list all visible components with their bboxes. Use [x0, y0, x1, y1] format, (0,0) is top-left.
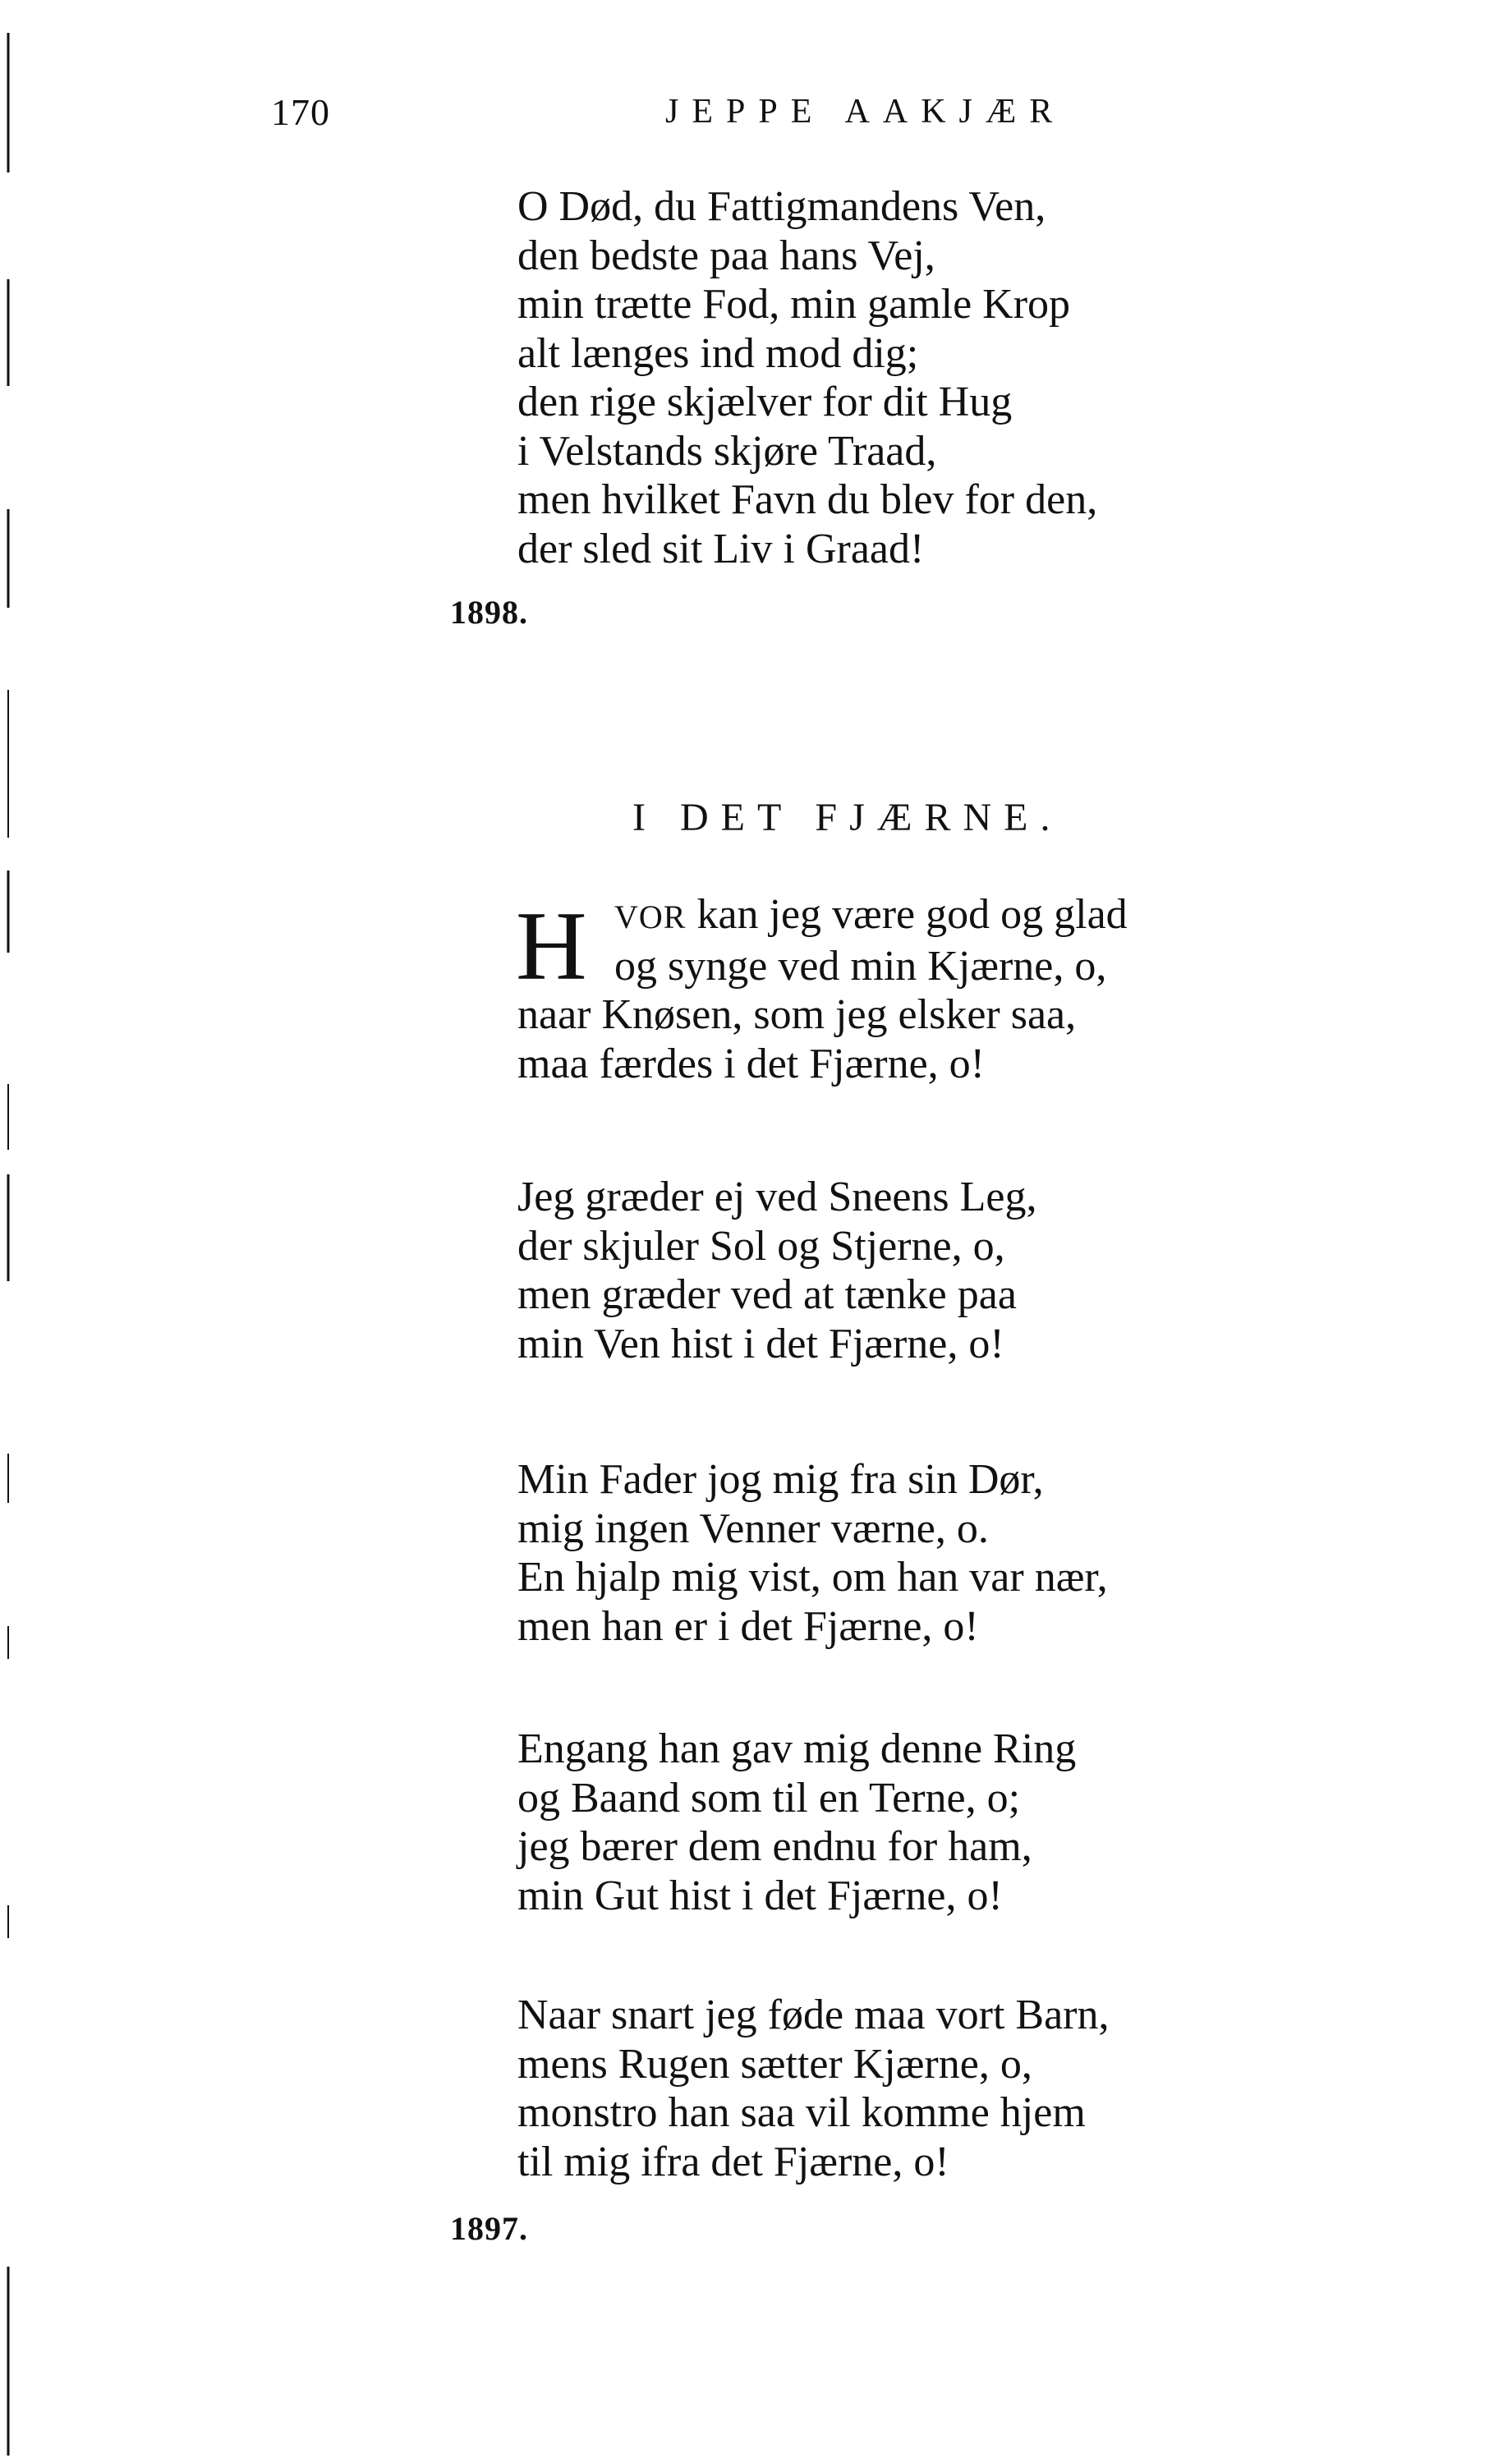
drop-cap: H: [516, 891, 587, 1000]
poem-line: monstro han saa vil komme hjem: [517, 2089, 1086, 2136]
poem-two-year: 1897.: [450, 2210, 528, 2247]
poem-line: og Baand som til en Terne, o;: [517, 1774, 1021, 1822]
poem-line: Jeg græder ej ved Sneens Leg,: [517, 1174, 1037, 1220]
poem-line: den bedste paa hans Vej,: [517, 232, 935, 279]
poem-line: min Ven hist i det Fjærne, o!: [517, 1320, 1004, 1367]
poem-title: I DET FJÆRNE.: [632, 796, 1063, 839]
poem-line: der skjuler Sol og Stjerne, o,: [517, 1222, 1005, 1270]
poem-line: i Velstands skjøre Traad,: [517, 427, 937, 475]
poem-line: den rige skjælver for dit Hug: [517, 379, 1013, 425]
poem-two-stanza-1: [517, 890, 1128, 1088]
poem-line: mig ingen Venner værne, o.: [517, 1505, 989, 1552]
poem-two-stanza-3: [517, 1455, 1108, 1651]
poem-one-stanza: [517, 182, 1097, 573]
poem-line: til mig ifra det Fjærne, o!: [517, 2138, 949, 2185]
poem-line: O Død, du Fattigmandens Ven,: [517, 183, 1046, 230]
poem-line: Min Fader jog mig fra sin Dør,: [517, 1456, 1044, 1503]
poem-line: Naar snart jeg føde maa vort Barn,: [517, 1992, 1110, 2038]
poem-line: og synge ved min Kjærne, o,: [614, 942, 1107, 990]
poem-line-first: [517, 890, 1128, 942]
first-line-text: kan jeg være god og glad: [686, 891, 1128, 938]
poem-line: men græder ved at tænke paa: [517, 1271, 1017, 1318]
poem-two-stanza-5: [517, 1991, 1109, 2186]
poem-line: men han er i det Fjærne, o!: [517, 1602, 979, 1650]
poem-line: naar Knøsen, som jeg elsker saa,: [517, 991, 1077, 1038]
poem-line: alt længes ind mod dig;: [517, 329, 919, 377]
poem-two-stanza-4: [517, 1725, 1076, 1920]
poem-line: Engang han gav mig denne Ring: [517, 1725, 1077, 1772]
first-word-smallcaps: VOR: [614, 898, 687, 935]
poem-line: der sled sit Liv i Graad!: [517, 525, 925, 572]
poem-line: mens Rugen sætter Kjærne, o,: [517, 2040, 1032, 2088]
poem-line: min trætte Fod, min gamle Krop: [517, 281, 1071, 328]
poem-line: En hjalp mig vist, om han var nær,: [517, 1554, 1108, 1601]
running-head: JEPPE AAKJÆR: [665, 93, 1066, 131]
poem-two-stanza-2: [517, 1173, 1036, 1368]
page-number: 170: [271, 91, 330, 133]
scan-margin-marks: [0, 0, 74, 2458]
poem-line: jeg bærer dem endnu for ham,: [517, 1823, 1032, 1870]
poem-line: men hvilket Favn du blev for den,: [517, 476, 1098, 523]
poem-line: min Gut hist i det Fjærne, o!: [517, 1872, 1003, 1919]
poem-line: maa færdes i det Fjærne, o!: [517, 1040, 985, 1087]
poem-one-year: 1898.: [450, 594, 528, 631]
